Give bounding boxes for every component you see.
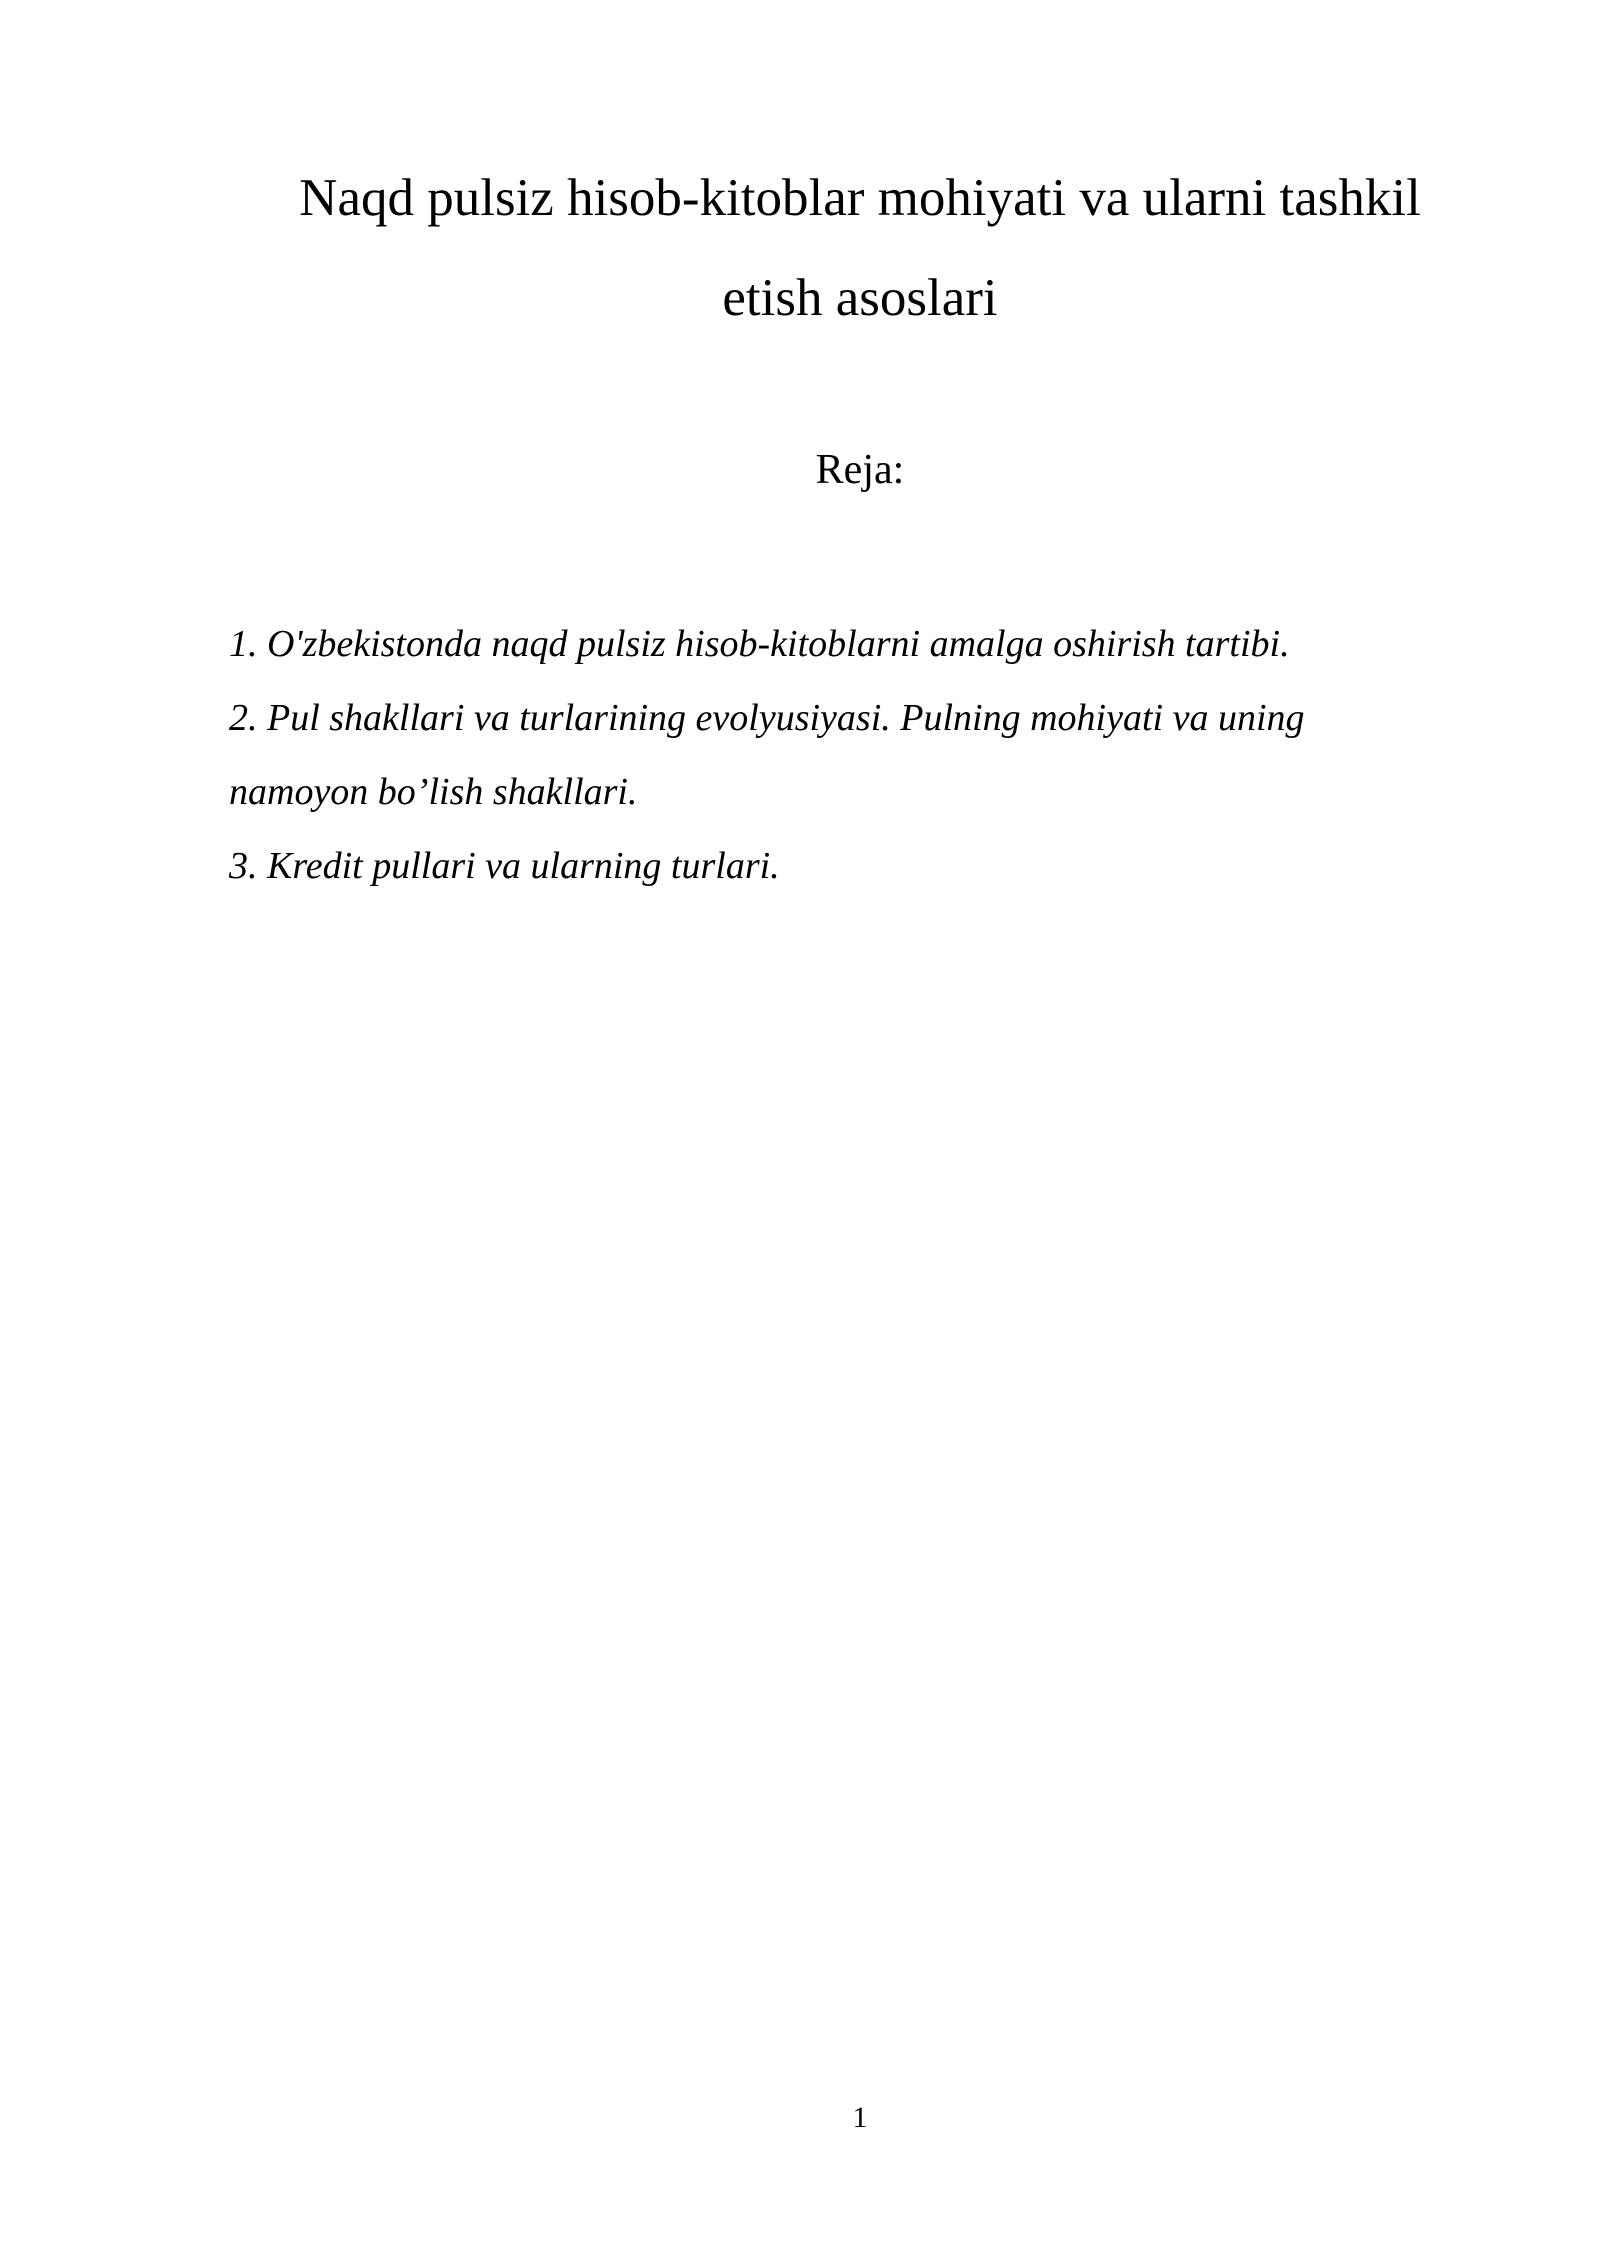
- plan-heading: Reja:: [815, 447, 905, 493]
- title-line-2: etish asoslari: [722, 269, 998, 327]
- plan-item-1: [229, 607, 1489, 681]
- plan-list: [229, 607, 1489, 903]
- plan-item-text-continuation: namoyon bo’lish shakllari.: [229, 771, 638, 813]
- plan-item-number: 2.: [229, 697, 258, 739]
- plan-item-text: Pul shakllari va turlarining evolyusiyasi. Pulning mohiyati va uning: [267, 697, 1305, 739]
- document-title: [200, 148, 1520, 348]
- title-line-1: Naqd pulsiz hisob-kitoblar mohiyati va ularni tashkil: [299, 169, 1421, 227]
- plan-item-2: [229, 681, 1489, 829]
- plan-item-3: [229, 829, 1489, 903]
- page-number: 1: [852, 2101, 868, 2134]
- plan-item-number: 3.: [229, 845, 258, 887]
- plan-item-number: 1.: [229, 623, 258, 665]
- plan-item-text: Kredit pullari va ularning turlari.: [267, 845, 780, 887]
- plan-item-text: O'zbekistonda naqd pulsiz hisob-kitoblarni amalga oshirish tartibi.: [267, 623, 1290, 665]
